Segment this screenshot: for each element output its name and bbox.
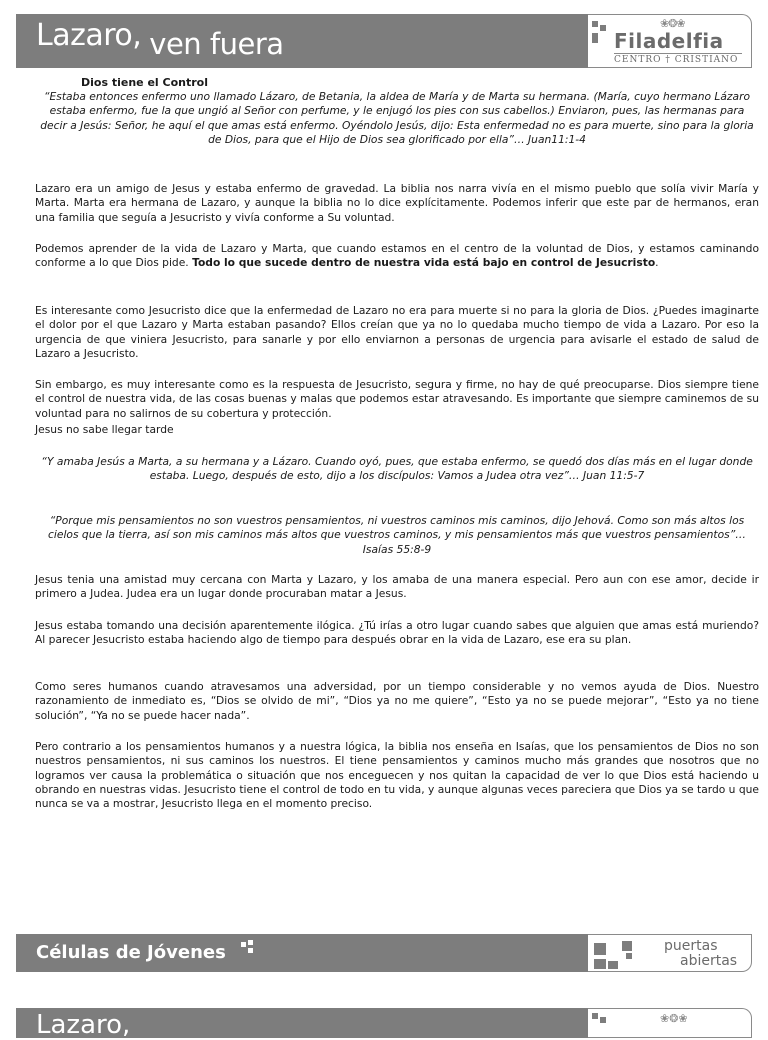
next-page-header	[16, 1008, 752, 1038]
paragraph-2-text: Podemos aprender de la vida de Lazaro y Marta, que cuando estamos en el centro de la voluntad de Dios, y estamos caminando conforme a lo que Dios pide.	[35, 242, 759, 270]
subheading: Jesus no sabe llegar tarde	[35, 423, 174, 436]
brand-line-1: puertas	[664, 938, 718, 954]
section-title: Dios tiene el Control	[81, 76, 208, 89]
header-title-part2: ven fuera	[149, 27, 284, 61]
logo-name: Filadelfia	[614, 29, 724, 53]
paragraph-7: Como seres humanos cuando atravesamos una adversidad, por un tiempo considerable y no vemos ayuda de Dios. Nuestro razonamiento de inmediato es, “Dios se olvido de mi”, “Dios ya no me quiere”, “Esto ya no se puede mejorar”, “Esto ya no tiene solución”, “Ya no se puede hacer nada”.	[35, 680, 759, 722]
logo-subtitle: CENTRO † CRISTIANO	[614, 55, 739, 65]
quote-isaias-55-8-9: “Porque mis pensamientos no son vuestros pensamientos, ni vuestros caminos mis caminos, dijo Jehová. Como son más altos los cielos que la tierra, así son mis caminos más altos que vuestros caminos, y mis pensamientos más que vuestros pensamientos”… Isaías 55:8-9	[48, 514, 746, 556]
paragraph-2	[35, 242, 759, 271]
footer-bar	[16, 934, 588, 972]
paragraph-4: Sin embargo, es muy interesante como es la respuesta de Jesucristo, segura y firme, no hay de qué preocuparse. Dios siempre tiene el control de nuestra vida, de las cosas buenas y malas que podemos estar atravesando. Es importante que siempre caminemos de su voluntad para no salirnos de su cobertura y protección.	[35, 378, 759, 420]
brand-line-2: abiertas	[680, 953, 738, 969]
paragraph-8: Pero contrario a los pensamientos humanos y a nuestra lógica, la biblia nos enseña en Isaías, que los pensamientos de Dios no son nuestros pensamientos, ni sus caminos los nuestros. El tiene pensamientos y caminos mucho más grandes que nosotros que no logramos ver causa la problemática o situación que nos enceguecen y nos quitan la capacidad de ver lo que Dios está haciendo u obrando en nuestras vidas. Jesucristo tiene el control de todo en tu vida, y aunque algunas veces pareciera que Dios ya se tardo u que nunca se va a mostrar, Jesucristo llega en el momento preciso.	[35, 740, 759, 811]
footer-title: Células de Jóvenes	[36, 942, 226, 963]
puertas-abiertas-mark-icon	[594, 941, 634, 969]
quote-juan-11-5-7: “Y amaba Jesús a Marta, a su hermana y a Lázaro. Cuando oyó, pues, que estaba enfermo, se quedó dos días más en el lugar donde estaba. Luego, después de esto, dijo a los discípulos: Vamos a Judea otra vez”… Juan 11:5-7	[41, 455, 753, 483]
header-title	[36, 18, 284, 61]
paragraph-5: Jesus tenia una amistad muy cercana con Marta y Lazaro, y los amaba de una manera especial. Pero aun con ese amor, decide ir primero a Judea. Judea era un lugar donde procuraban matar a Jesus.	[35, 573, 759, 601]
page-header	[16, 14, 752, 68]
next-header-bar	[16, 1008, 588, 1038]
next-crown-icon: ❀❂❀	[660, 1012, 688, 1025]
next-header-title: Lazaro,	[36, 1010, 131, 1040]
paragraph-2-bold: Todo lo que sucede dentro de nuestra vida está bajo en control de Jesucristo	[192, 256, 656, 270]
logo-mark-icon	[592, 21, 606, 49]
page-footer	[16, 934, 752, 972]
next-logo-mark-icon	[592, 1013, 606, 1035]
logo-rule	[614, 53, 742, 54]
paragraph-2-end: .	[655, 256, 659, 270]
puertas-abiertas-logo	[588, 934, 752, 972]
paragraph-6: Jesus estaba tomando una decisión aparentemente ilógica. ¿Tú irías a otro lugar cuando sabes que alguien que amas está muriendo? Al parecer Jesucristo estaba haciendo algo de tiempo para después obrar en la vida de Lazaro, ese era su plan.	[35, 619, 759, 647]
paragraph-3: Es interesante como Jesucristo dice que la enfermedad de Lazaro no era para muerte si no para la gloria de Dios. ¿Puedes imaginarte el dolor por el que Lazaro y Marta estaban pasando? Ellos creían que ya no lo quedaba mucho tiempo de vida a Lazaro. Por eso la urgencia de que viniera Jesucristo, para sanarle y por ello enviarnon a personas de urgencia para avisarle el estado de salud de Lazaro a Jesucristo.	[35, 304, 759, 360]
filadelfia-logo	[588, 14, 752, 68]
header-title-part1: Lazaro,	[36, 18, 142, 53]
footer-mark-icon	[241, 940, 257, 954]
quote-juan-11-1-4: “Estaba entonces enfermo uno llamado Lázaro, de Betania, la aldea de María y de Marta su hermana. (María, cuyo hermano Lázaro estaba enfermo, fue la que ungió al Señor con perfume, y le enjugó los pies con sus cabellos.) Enviaron, pues, las hermanas para decir a Jesús: Señor, he aquí el que amas está enfermo. Oyéndolo Jesús, dijo: Esta enfermedad no es para muerte, sino para la gloria de Dios, para que el Hijo de Dios sea glorificado por ella”… Juan11:1-4	[40, 90, 754, 146]
header-bar	[16, 14, 588, 68]
next-logo	[588, 1008, 752, 1038]
crown-icon: ❀❂❀	[660, 17, 685, 30]
paragraph-1: Lazaro era un amigo de Jesus y estaba enfermo de gravedad. La biblia nos narra vivía en el mismo pueblo que solía vivir María y Marta. Marta era hermana de Lazaro, y aunque la biblia no lo dice explícitamente. Podemos inferir que este par de hermanos, eran una familia que seguía a Jesucristo y vivía conforme a Su voluntad.	[35, 182, 759, 224]
